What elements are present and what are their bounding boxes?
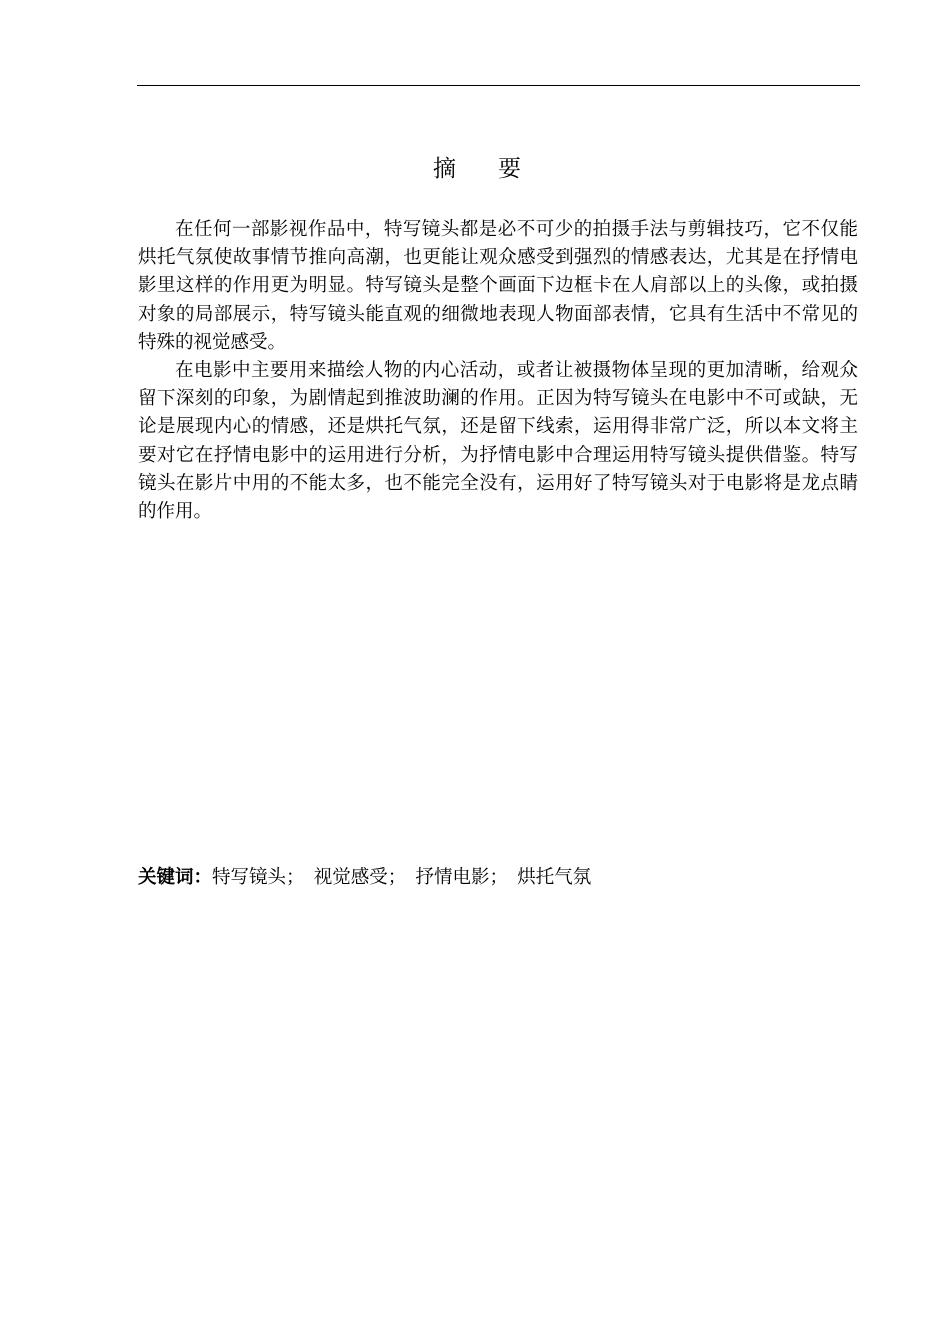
keywords-list: 特写镜头； 视觉感受； 抒情电影； 烘托气氛: [212, 867, 592, 888]
page-title: 摘要: [433, 156, 563, 182]
abstract-paragraph-2: 在电影中主要用来描绘人物的内心活动，或者让被摄物体呈现的更加清晰，给观众留下深刻的印象，为剧情起到推波助澜的作用。正因为特写镜头在电影中不可或缺，无论是展现内心的情感，还是烘托气氛，还是留下线索，运用得非常广泛，所以本文将主要对它在抒情电影中的运用进行分析，为抒情电影中合理运用特写镜头提供借鉴。特写镜头在影片中用的不能太多，也不能完全没有，运用好了特写镜头对于电影将是龙点睛的作用。: [138, 360, 858, 523]
keywords-line: [138, 864, 858, 892]
abstract-paragraph-1: 在任何一部影视作品中，特写镜头都是必不可少的拍摄手法与剪辑技巧，它不仅能烘托气氛使故事情节推向高潮，也更能让观众感受到强烈的情感表达，尤其是在抒情电影里这样的作用更为明显。特写镜头是整个画面下边框卡在人肩部以上的头像，或拍摄对象的局部展示，特写镜头能直观的细微地表现人物面部表情，它具有生活中不常见的特殊的视觉感受。: [138, 219, 858, 353]
abstract-body: [138, 216, 858, 526]
header-rule: [137, 85, 860, 86]
keywords-label: 关键词：: [138, 867, 213, 888]
